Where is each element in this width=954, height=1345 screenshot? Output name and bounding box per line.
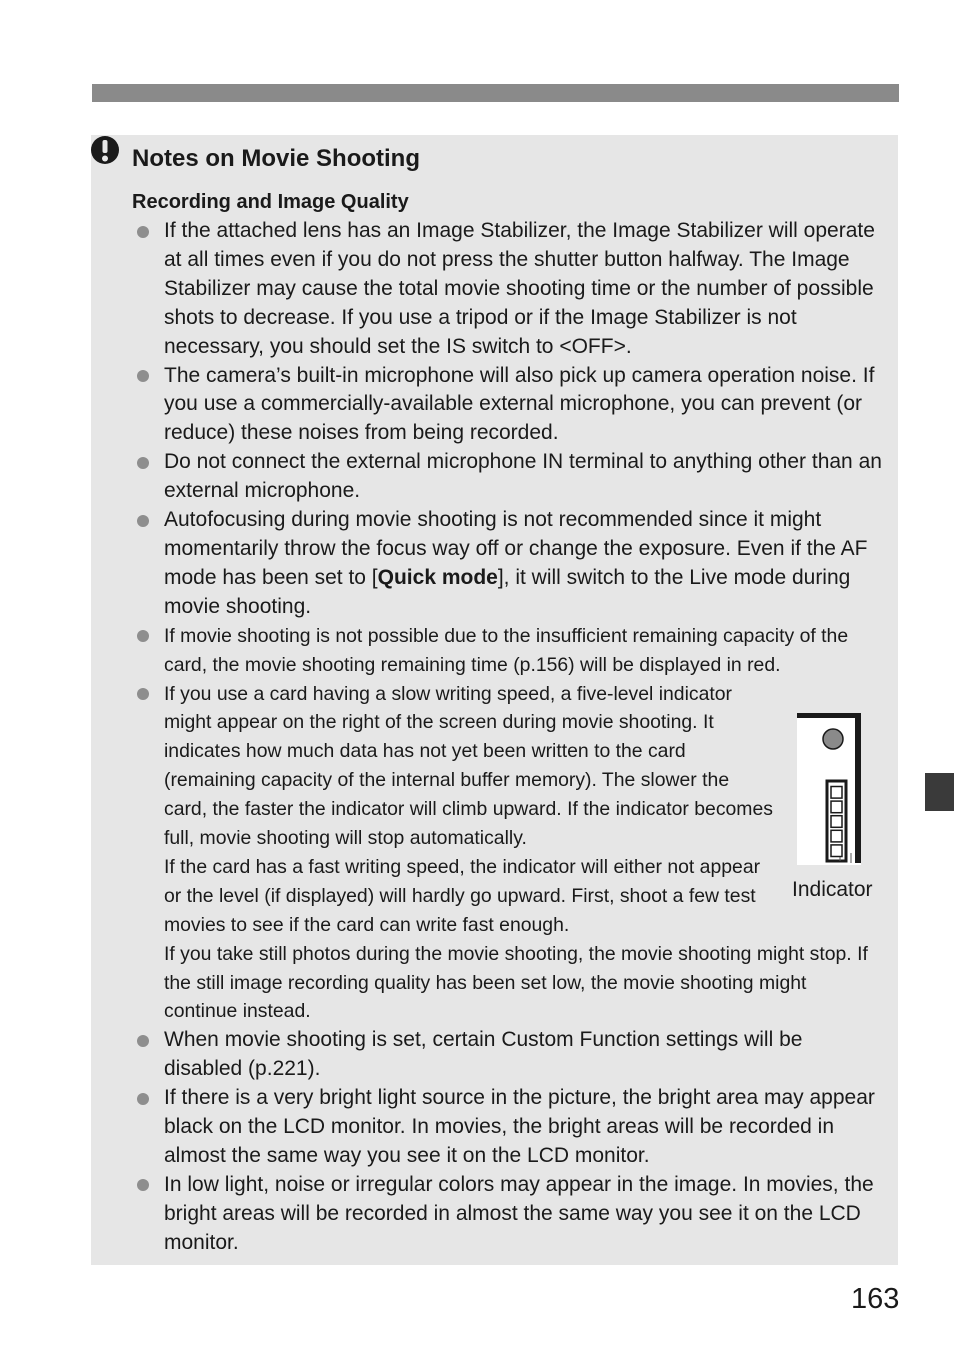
note-text: In low light, noise or irregular colors may appear in the image. In movies, the bright areas will be recorded in almost the same way you see it on the LCD monitor. [164, 1172, 874, 1254]
note-item [0, 1026, 884, 1084]
indicator-level-cell [831, 816, 842, 828]
note-text: If the attached lens has an Image Stabilizer, the Image Stabilizer will operate at all times even if you do not press the shutter button halfway. The Image Stabilizer may cause the total movie shooting time or the number of possible shots to decrease. If you use a tripod or if the Image Stabilizer is not necessary, you should set the IS switch to [164, 219, 875, 358]
note-text: If there is a very bright light source in the picture, the bright area may appear black on the LCD monitor. In movies, the bright areas will be recorded in almost the same way you see it on the LCD monitor. [164, 1086, 875, 1167]
note-text: . [625, 334, 632, 358]
note-text: If movie shooting is not possible due to the insufficient remaining capacity of the card, the movie shooting remaining time (p.156) will be displayed in red. [164, 624, 849, 676]
note-text: ], it will switch to the Live mode during movie shooting. [164, 565, 851, 618]
note-text: The camera’s built-in microphone will also pick up camera operation noise. If you use a commercially-available external microphone, you can prevent (or reduce) these noises from being recorded. [164, 363, 875, 445]
top-rule-bar [92, 84, 899, 102]
indicator-level-cell [831, 787, 842, 799]
note-item [0, 362, 884, 449]
note-item [0, 448, 884, 506]
note-paragraph: If you take still photos during the movie shooting, the movie shooting might stop. If the still image recording quality has been set low, the movie shooting might continue instead. [164, 942, 868, 1023]
bullet-dot-icon [137, 370, 149, 382]
note-paragraph: If you use a card having a slow writing speed, a five-level indicator might appear on the right of the screen during movie shooting. It indicates how much data has not yet been written to the card (remaining capacity of the internal buffer memory). The slower the card, the faster the indicator will climb upward. If the indicator becomes full, movie shooting will stop automatically. [164, 682, 773, 850]
note-item [0, 217, 884, 362]
off-symbol: <OFF> [559, 334, 626, 358]
indicator-label: Indicator [792, 878, 873, 901]
page-number: 163 [851, 1283, 900, 1315]
indicator-level-cell [831, 830, 842, 842]
bullet-dot-icon [137, 457, 149, 469]
note-item [0, 680, 884, 1027]
indicator-level-cell [831, 801, 842, 813]
section-subheading: Recording and Image Quality [132, 191, 409, 213]
note-item [0, 1084, 884, 1171]
indicator-level-cell [831, 845, 842, 857]
bullet-dot-icon [137, 688, 149, 700]
bullet-dot-icon [137, 515, 149, 527]
bullet-dot-icon [137, 630, 149, 642]
note-item [0, 1171, 884, 1258]
note-item [0, 622, 884, 680]
bullet-dot-icon [137, 1093, 149, 1105]
note-paragraph: If the card has a fast writing speed, the indicator will either not appear or the level (if displayed) will hardly go upward. First, shoot a few test movies to see if the card can write fast enough. [164, 855, 761, 936]
bullet-dot-icon [137, 226, 149, 238]
note-item [0, 506, 884, 622]
note-text: Autofocusing during movie shooting is not recommended since it might momentarily throw the focus way off or change the exposure. Even if the AF mode has been set to [ [164, 508, 868, 589]
note-text: Do not connect the external microphone IN terminal to anything other than an external microphone. [164, 450, 882, 503]
buffer-indicator-illustration [797, 713, 861, 865]
bullet-dot-icon [137, 1179, 149, 1191]
note-text: When movie shooting is set, certain Custom Function settings will be disabled (p.221). [164, 1028, 803, 1081]
bullet-dot-icon [137, 1035, 149, 1047]
section-heading: Notes on Movie Shooting [132, 145, 420, 172]
caution-icon [90, 135, 120, 167]
quick-mode-label: Quick mode [377, 565, 498, 589]
